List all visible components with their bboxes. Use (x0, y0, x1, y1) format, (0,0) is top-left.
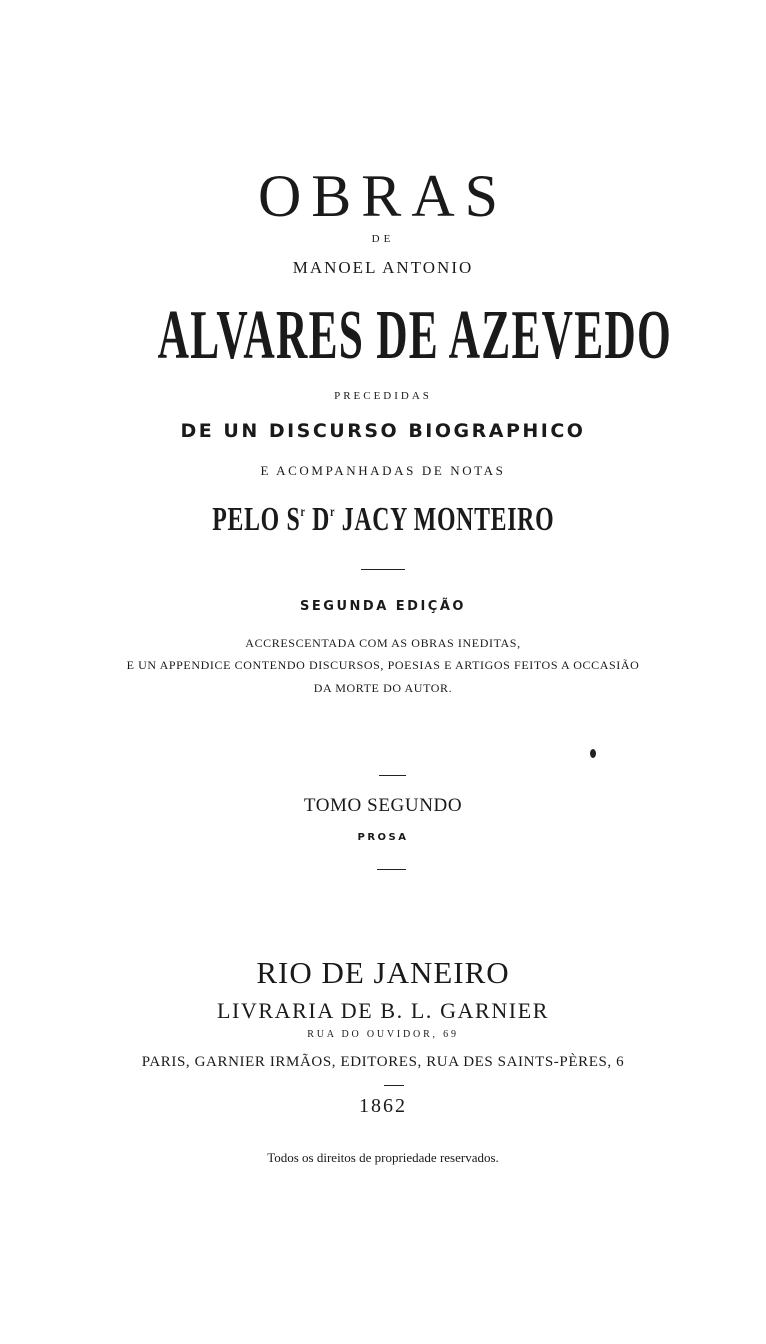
ink-speck (590, 749, 596, 758)
divider-rule (377, 869, 406, 870)
publication-year: 1862 (359, 1095, 407, 1117)
preposition: DE (371, 233, 395, 245)
editor-line (0, 501, 766, 539)
editor-credit (212, 501, 554, 539)
editor-name: JACY MONTEIRO (334, 501, 554, 538)
volume-label: TOMO SEGUNDO (303, 795, 463, 816)
work-title: OBRAS (257, 163, 509, 229)
preceded-label: PRECEDIDAS (334, 390, 432, 402)
edition-note-line: ACCRESCENTADA COM AS OBRAS INEDITAS, (245, 636, 521, 650)
biography-line: DE UN DISCURSO BIOGRAPHICO (180, 420, 586, 442)
edition-heading: SEGUNDA EDIÇÃO (300, 599, 466, 614)
author-given-names: MANOEL ANTONIO (292, 258, 474, 277)
editor-mid: D (305, 501, 330, 538)
genre-label: PROSA (357, 832, 409, 843)
editor-prefix: PELO S (212, 501, 301, 538)
editor-title-sup-1: r (300, 505, 306, 520)
divider-rule (379, 775, 406, 776)
rights-notice: Todos os direitos de propriedade reservados. (267, 1150, 499, 1165)
divider-rule (361, 569, 405, 570)
imprint-city: RIO DE JANEIRO (256, 955, 510, 990)
divider-rule (384, 1085, 404, 1086)
edition-note-line: DA MORTE DO AUTOR. (313, 681, 453, 695)
author-surname (0, 296, 766, 376)
accompanied-line: E ACOMPANHADAS DE NOTAS (260, 463, 506, 478)
imprint-street: RUA DO OUVIDOR, 69 (307, 1029, 459, 1040)
editor-title-sup-2: r (329, 505, 335, 520)
edition-note-line: E UN APPENDICE CONTENDO DISCURSOS, POESIAS E ARTIGOS FEITOS A OCCASIÃO (126, 658, 640, 672)
imprint-publisher: LIVRARIA DE B. L. GARNIER (216, 998, 550, 1023)
author-surname-text: ALVARES DE AZEVEDO (157, 297, 672, 374)
imprint-paris: PARIS, GARNIER IRMÃOS, EDITORES, RUA DES SAINTS-PÈRES, 6 (141, 1054, 625, 1070)
